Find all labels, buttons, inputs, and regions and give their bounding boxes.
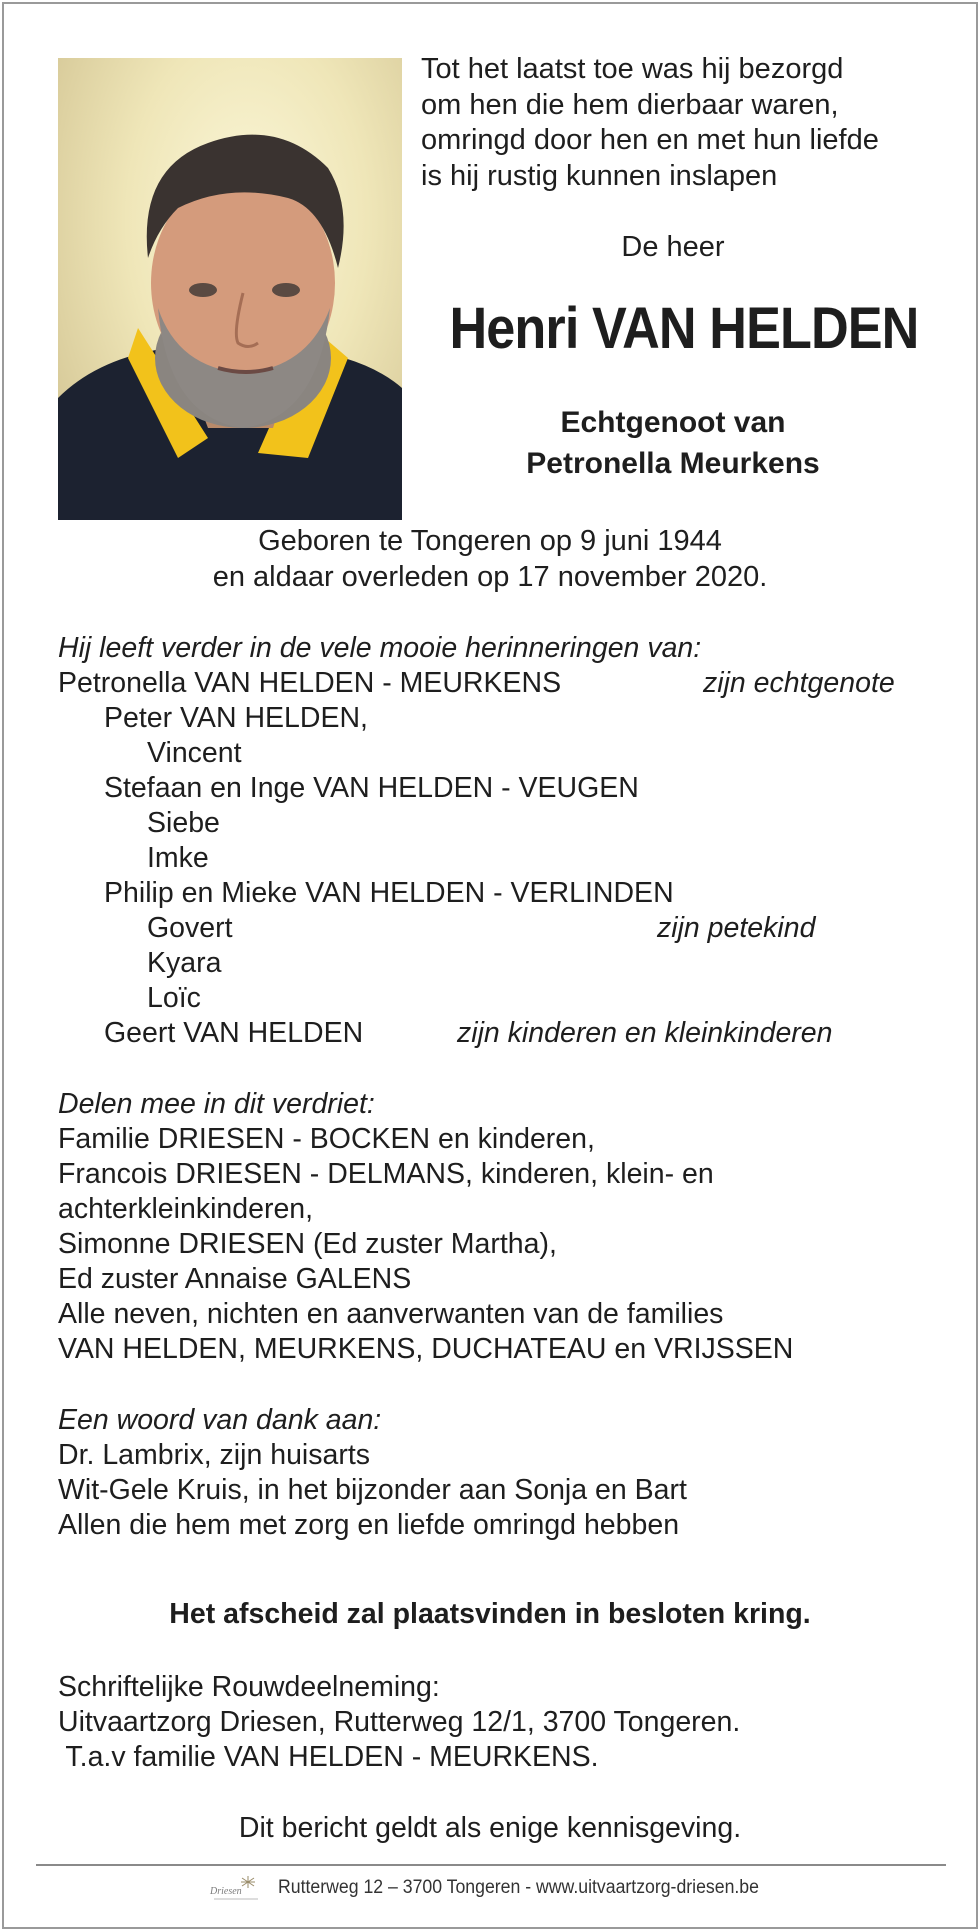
family-member: Philip en Mieke VAN HELDEN - VERLINDEN bbox=[104, 877, 674, 909]
sharing-line: Ed zuster Annaise GALENS bbox=[58, 1263, 412, 1295]
logo-text: Driesen bbox=[210, 1886, 242, 1897]
spouse-role: zijn echtgenote bbox=[703, 667, 895, 699]
deceased-name: Henri VAN HELDEN bbox=[449, 296, 919, 361]
family-heading: Hij leeft verder in de vele mooie herinneringen van: bbox=[58, 632, 702, 664]
spouse-name: Petronella VAN HELDEN - MEURKENS bbox=[58, 667, 562, 699]
family-member: Geert VAN HELDEN bbox=[104, 1017, 364, 1049]
poem-line: is hij rustig kunnen inslapen bbox=[421, 159, 778, 192]
poem-line: Tot het laatst toe was hij bezorgd bbox=[421, 53, 844, 85]
farewell-notice: Het afscheid zal plaatsvinden in besloten kring. bbox=[169, 1598, 811, 1630]
family-member: Peter VAN HELDEN, bbox=[104, 702, 368, 734]
family-member: Vincent bbox=[147, 737, 242, 769]
thanks-line: Allen die hem met zorg en liefde omringd hebben bbox=[58, 1509, 680, 1541]
notice-text: Dit bericht geldt als enige kennisgeving. bbox=[238, 1812, 742, 1844]
portrait-illustration bbox=[58, 58, 402, 520]
family-member: Govert bbox=[147, 912, 233, 944]
children-role: zijn kinderen en kleinkinderen bbox=[457, 1017, 833, 1049]
sharing-line: Simonne DRIESEN (Ed zuster Martha), bbox=[58, 1228, 557, 1260]
sharing-heading: Delen mee in dit verdriet: bbox=[58, 1088, 375, 1120]
godchild-role: zijn petekind bbox=[657, 912, 816, 944]
sharing-line: Francois DRIESEN - DELMANS, kinderen, klein- en bbox=[58, 1158, 714, 1190]
condolence-heading: Schriftelijke Rouwdeelneming: bbox=[58, 1671, 440, 1703]
family-member: Imke bbox=[147, 842, 209, 874]
family-member: Loïc bbox=[147, 982, 201, 1014]
spouse-line-2: Petronella Meurkens bbox=[526, 447, 820, 480]
sharing-line: Alle neven, nichten en aanverwanten van de families bbox=[58, 1298, 724, 1330]
thanks-line: Wit-Gele Kruis, in het bijzonder aan Sonja en Bart bbox=[58, 1474, 687, 1506]
salutation: De heer bbox=[621, 231, 725, 263]
thanks-heading: Een woord van dank aan: bbox=[58, 1404, 382, 1436]
birth-line: Geboren te Tongeren op 9 juni 1944 bbox=[258, 525, 722, 557]
poem bbox=[421, 52, 879, 194]
family-member: Kyara bbox=[147, 947, 222, 979]
funeral-home-logo bbox=[208, 1872, 264, 1906]
poem-line: omringd door hen en met hun liefde bbox=[421, 124, 879, 156]
poem-line: om hen die hem dierbaar waren, bbox=[421, 88, 839, 121]
family-member: Stefaan en Inge VAN HELDEN - VEUGEN bbox=[104, 772, 639, 804]
thanks-line: Dr. Lambrix, zijn huisarts bbox=[58, 1439, 371, 1471]
family-member: Siebe bbox=[147, 807, 220, 839]
condolence-attention: T.a.v familie VAN HELDEN - MEURKENS. bbox=[58, 1741, 599, 1773]
spouse-line-1: Echtgenoot van bbox=[560, 406, 786, 439]
death-line: en aldaar overleden op 17 november 2020. bbox=[212, 561, 768, 593]
footer-address: Rutterweg 12 – 3700 Tongeren - www.uitvaartzorg-driesen.be bbox=[278, 1877, 759, 1898]
sharing-line: Familie DRIESEN - BOCKEN en kinderen, bbox=[58, 1123, 595, 1155]
portrait-photo bbox=[58, 58, 402, 520]
footer-divider bbox=[36, 1864, 946, 1866]
sharing-line: achterkleinkinderen, bbox=[58, 1193, 314, 1225]
sharing-line: VAN HELDEN, MEURKENS, DUCHATEAU en VRIJSSEN bbox=[58, 1333, 794, 1365]
condolence-address: Uitvaartzorg Driesen, Rutterweg 12/1, 3700 Tongeren. bbox=[58, 1706, 741, 1738]
